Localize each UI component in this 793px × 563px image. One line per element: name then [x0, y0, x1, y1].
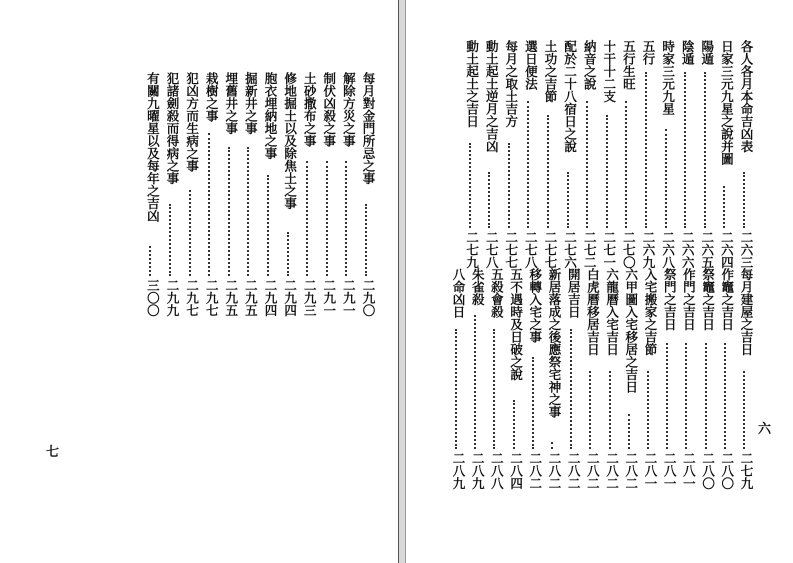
toc-entry [563, 0, 583, 563]
toc-entry [182, 0, 202, 563]
toc-entry-page-number: 二八〇 [700, 452, 716, 490]
toc-dot-leader [474, 315, 482, 449]
toc-entry-page-number: 二九四 [282, 279, 298, 317]
toc-entry-page-number: 三〇〇 [145, 279, 161, 317]
toc-entry-page-number: 二六四 [719, 231, 735, 269]
toc-dot-leader [609, 371, 617, 449]
toc-entry-title: 有關九曜星以及每年之吉凶 [145, 72, 161, 222]
toc-entry-title: 作門之吉日 [681, 268, 697, 331]
toc-entry-page-number: 二九一 [321, 279, 337, 317]
toc-entry [299, 0, 319, 563]
toc-dot-leader [169, 204, 177, 276]
toc-entry-title: 作竈之吉日 [719, 268, 735, 331]
toc-entry [621, 0, 641, 563]
toc-entry [201, 0, 221, 563]
toc-dot-leader [628, 414, 636, 449]
toc-entry-page-number: 二八二 [566, 452, 582, 490]
toc-entry-page-number: 二七七 [503, 231, 519, 269]
toc-dot-leader [647, 371, 655, 449]
toc-entry-page-number: 二八一 [662, 452, 678, 490]
toc-dot-leader [287, 232, 295, 276]
toc-dot-leader [345, 161, 353, 276]
toc-entry-page-number: 二九〇 [361, 279, 376, 317]
toc-entry [162, 0, 182, 563]
toc-entry-page-number: 二七七 [543, 231, 558, 269]
toc-dot-leader [570, 329, 578, 449]
toc-entry-title: 五行 [641, 40, 656, 65]
toc-dot-leader [149, 246, 157, 276]
toc-entry-title: 每月對金門所忌之事 [361, 72, 376, 185]
toc-entry-page-number: 二八九 [451, 452, 466, 490]
toc-entry-title: 犯諸劍殺而得病之事 [165, 72, 180, 185]
toc-entry-page-number: 二六三 [739, 231, 754, 269]
toc-entry-page-number: 二八〇 [719, 452, 735, 490]
toc-dot-leader [189, 190, 197, 276]
toc-entry-title: 祭竈之吉日 [700, 268, 716, 331]
toc-entry-title: 修地掘土以及除焦土之事 [282, 72, 298, 210]
toc-dot-leader [247, 147, 255, 276]
toc-entry-page-number: 二九五 [243, 279, 259, 317]
toc-dot-leader [532, 357, 540, 449]
toc-entry-page-number: 二七二 [582, 231, 598, 269]
toc-entry-title: 祭門之吉日 [662, 268, 678, 331]
toc-entry-page-number: 二八一 [681, 452, 697, 490]
toc-entry-page-number: 二六九 [641, 231, 656, 269]
toc-dot-leader [551, 442, 559, 449]
toc-entry [640, 0, 660, 563]
toc-entry-page-number: 二六八 [660, 231, 676, 269]
toc-entry-title: 納音之說 [582, 40, 598, 90]
toc-entry-title: 配於二十八宿日之說 [562, 40, 578, 153]
toc-entry-page-number: 二八二 [623, 452, 639, 490]
toc-entry-title: 移轉入宅之事 [527, 268, 543, 343]
toc-entry-title: 陰遁 [680, 40, 696, 65]
toc-entry [221, 0, 241, 563]
toc-entry [358, 0, 378, 563]
toc-entry-page-number: 二九五 [223, 279, 239, 317]
toc-entry-title: 日家三元九星之說并圖 [719, 40, 735, 165]
toc-entry [486, 0, 506, 563]
toc-dot-leader [228, 147, 236, 276]
toc-entry-title: 五不遇時及日破之說 [508, 268, 524, 381]
toc-entry-page-number: 二八八 [489, 452, 505, 490]
toc-entry [338, 0, 358, 563]
toc-entry-title: 十干十二支 [601, 40, 617, 103]
toc-entry-title: 五行生旺 [621, 40, 637, 90]
toc-entry [525, 0, 545, 563]
toc-entry-title: 掘新井之事 [243, 72, 259, 135]
book-gutter [398, 0, 406, 563]
toc-entry-title: 入宅搬家之吉節 [643, 268, 658, 356]
toc-entry-title: 六龍曆入宅吉日 [604, 268, 620, 356]
toc-entry-title: 各人各月本命吉凶表 [739, 40, 754, 153]
toc-entry-title: 新居落成之後應祭宅神之事 [547, 268, 562, 418]
toc-entry-title: 每月建屋之吉日 [739, 268, 754, 356]
toc-entry [698, 0, 718, 563]
toc-dot-leader [326, 161, 334, 276]
toc-entry-page-number: 二七九 [464, 231, 480, 269]
toc-dot-leader [493, 329, 501, 449]
toc-dot-leader [743, 371, 751, 449]
left-folio: 七 [46, 445, 60, 460]
toc-dot-leader [306, 161, 314, 276]
toc-entry-title: 白虎曆移居吉日 [585, 268, 601, 356]
toc-entry-title: 土功之吉節 [543, 40, 558, 103]
toc-entry-title: 犯凶方而生病之事 [184, 72, 200, 172]
toc-entry-page-number: 二八二 [604, 452, 620, 490]
toc-entry-title: 八命凶日 [451, 268, 466, 318]
right-page [404, 0, 793, 563]
toc-entry [280, 0, 300, 563]
toc-dot-leader [705, 343, 713, 449]
toc-entry-page-number: 二八一 [643, 452, 658, 490]
toc-dot-leader [267, 175, 275, 276]
toc-entry-title: 開居吉日 [566, 268, 582, 318]
toc-entry [678, 0, 698, 563]
toc-entry-title: 栽樹之事 [204, 72, 220, 122]
toc-entry [736, 0, 756, 563]
toc-dot-leader [589, 371, 597, 449]
toc-entry-title: 五殺會殺 [489, 268, 505, 318]
toc-entry-page-number: 二八二 [547, 452, 562, 490]
toc-entry [602, 0, 622, 563]
toc-entry [260, 0, 280, 563]
toc-entry-title: 選日便法 [523, 40, 539, 90]
toc-entry-title: 每月之取土吉方 [503, 40, 519, 128]
toc-entry [717, 0, 737, 563]
toc-entry-title: 動土起土之吉日 [464, 40, 480, 128]
toc-entry-page-number: 二六六 [680, 231, 696, 269]
toc-entry-title: 六甲圖入宅移居之吉日 [623, 268, 639, 393]
toc-entry-page-number: 二九一 [341, 279, 357, 317]
toc-entry-page-number: 二九七 [204, 279, 220, 317]
toc-entry [319, 0, 339, 563]
toc-entry-title: 胞衣埋納地之事 [263, 72, 278, 160]
toc-entry-page-number: 二七六 [562, 231, 578, 269]
toc-dot-leader [685, 343, 693, 449]
toc-dot-leader [365, 204, 373, 276]
toc-entry-page-number: 二七一 [601, 231, 617, 269]
toc-entry-page-number: 二七八 [484, 231, 500, 269]
toc-entry-page-number: 二七〇 [621, 231, 637, 269]
toc-dot-leader [513, 400, 521, 449]
toc-entry-title: 解除方災之事 [341, 72, 357, 147]
toc-entry-page-number: 二六五 [699, 231, 715, 269]
toc-entry-page-number: 二九七 [184, 279, 200, 317]
toc-entry-page-number: 二八二 [527, 452, 543, 490]
toc-entry-title: 陽遁 [699, 40, 715, 65]
toc-dot-leader [208, 133, 216, 276]
toc-entry-title: 時家三元九星 [660, 40, 676, 115]
toc-entry-title: 埋舊井之事 [223, 72, 239, 135]
toc-entry [142, 0, 162, 563]
toc-entry-page-number: 二八四 [508, 452, 524, 490]
toc-entry [506, 0, 526, 563]
toc-dot-leader [455, 329, 463, 449]
toc-dot-leader [666, 343, 674, 449]
right-folio: 六 [758, 422, 772, 437]
toc-entry [544, 0, 564, 563]
toc-entry-page-number: 二九三 [302, 279, 318, 317]
toc-entry [448, 0, 468, 563]
toc-entry [467, 0, 487, 563]
toc-entry-page-number: 二八九 [470, 452, 486, 490]
toc-entry-title: 土砂撒布之事 [302, 72, 318, 147]
toc-entry-page-number: 二九四 [263, 279, 278, 317]
toc-entry-page-number: 二七八 [523, 231, 539, 269]
toc-entry-title: 動土起土逆月之吉凶 [484, 40, 500, 153]
toc-entry-title: 制伏凶殺之事 [321, 72, 337, 147]
toc-dot-leader [724, 343, 732, 449]
toc-entry-title: 朱雀殺 [470, 268, 486, 306]
toc-entry [659, 0, 679, 563]
toc-entry-page-number: 二七九 [739, 452, 754, 490]
toc-entry-page-number: 二九九 [165, 279, 180, 317]
toc-entry [582, 0, 602, 563]
toc-entry [240, 0, 260, 563]
toc-entry-page-number: 二八二 [585, 452, 601, 490]
